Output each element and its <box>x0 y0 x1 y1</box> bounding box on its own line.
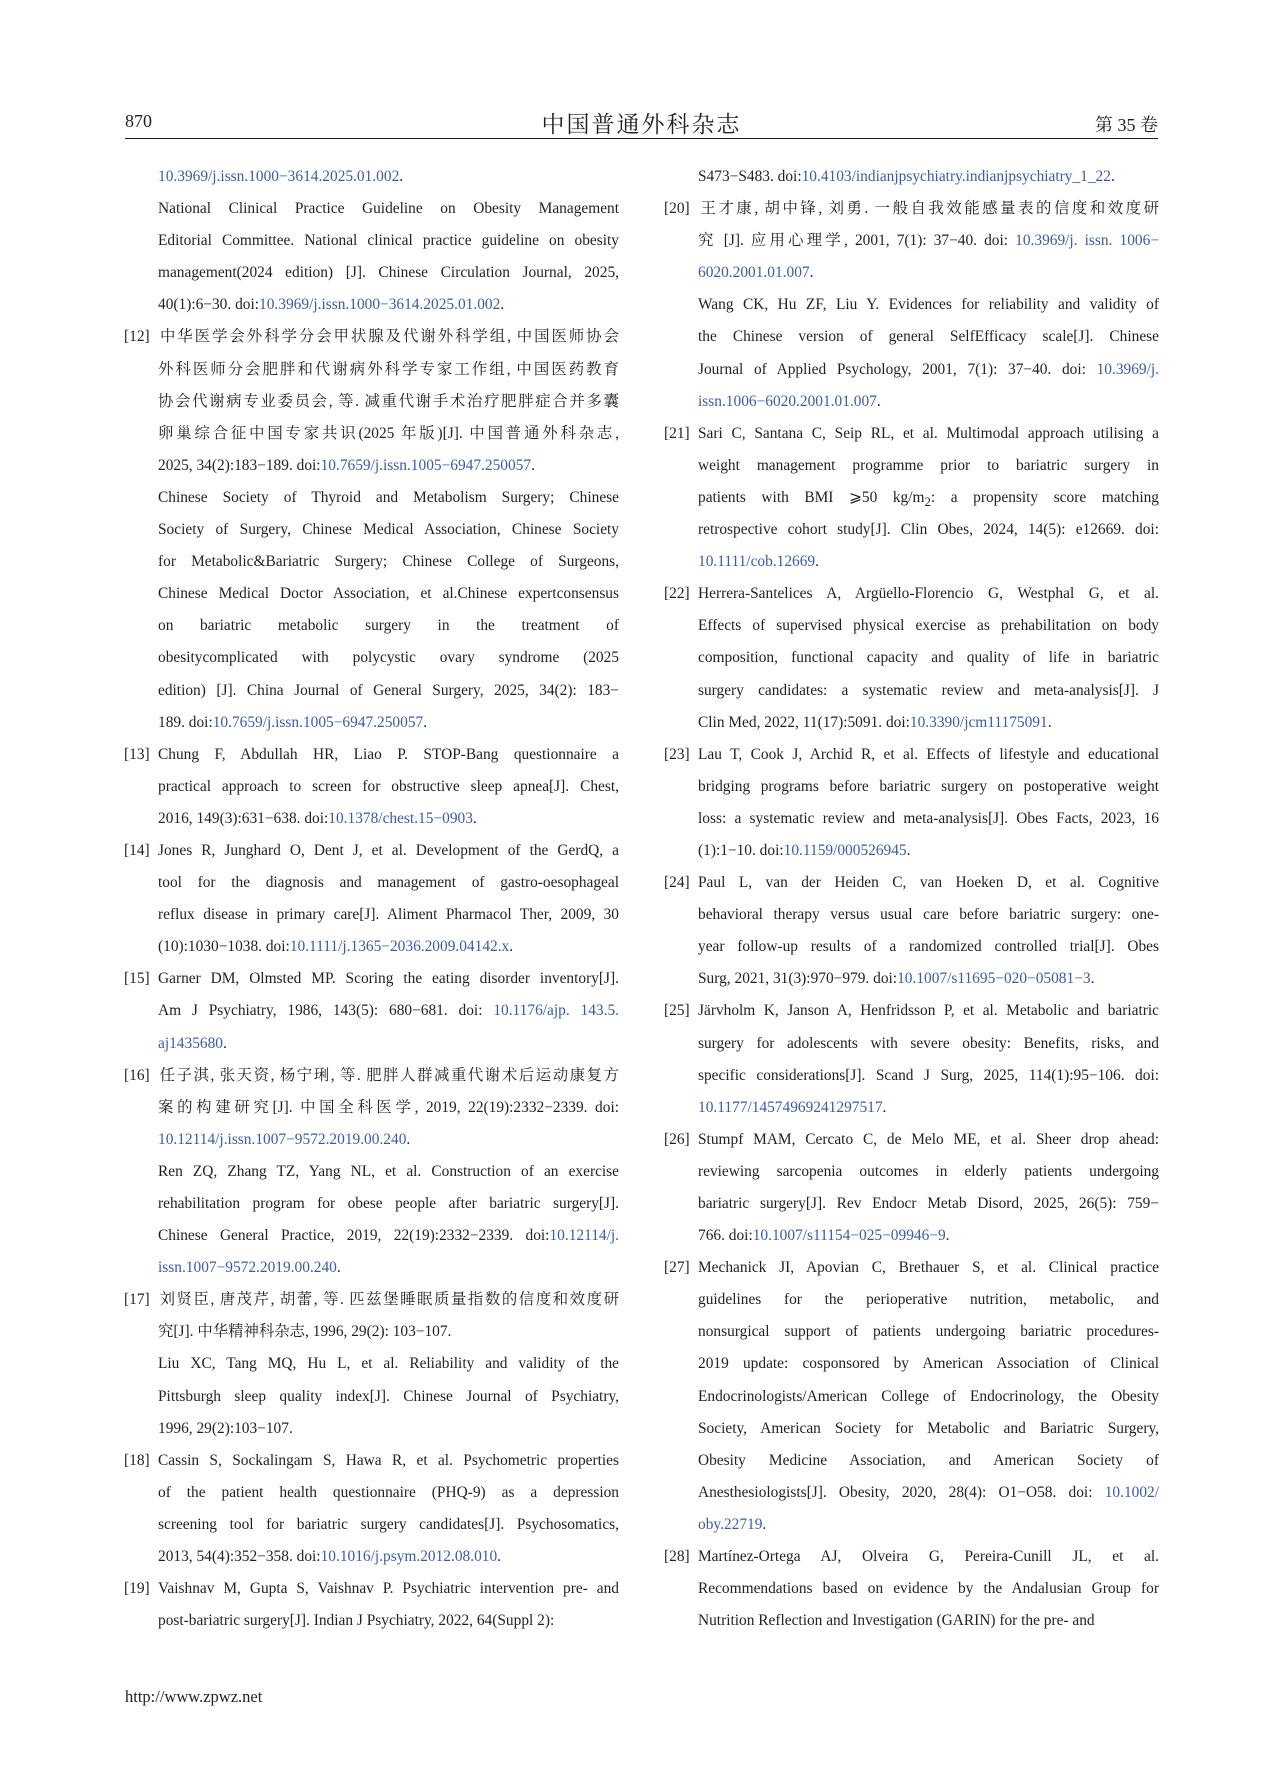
reference-line <box>124 1573 619 1605</box>
reference-line <box>664 1060 1159 1092</box>
reference-line <box>124 707 619 739</box>
reference-text: Jones R, Junghard O, Dent J, et al. Development of the GerdQ, a <box>158 841 619 859</box>
reference-text: Clin Med, 2022, 11(17):5091. doi: <box>698 713 910 731</box>
doi-link[interactable]: 10.1176/ajp. 143.5. <box>493 1002 619 1020</box>
reference-text: . <box>945 1227 950 1245</box>
reference-line <box>664 867 1159 899</box>
reference-text: 2025, 34(2):183−189. doi: <box>158 456 321 474</box>
reference-number: [19] <box>124 1580 150 1598</box>
reference-line <box>124 482 619 514</box>
reference-text: . <box>809 264 814 282</box>
doi-link[interactable]: 10.4103/indianjpsychiatry.indianjpsychiatry_1_22 <box>801 168 1111 185</box>
reference-text: . <box>509 938 514 956</box>
doi-link[interactable]: 10.1007/s11154−025−09946−9 <box>752 1227 946 1245</box>
reference-number: [20] <box>664 200 690 218</box>
reference-entry <box>124 1445 619 1573</box>
reference-line <box>124 225 619 257</box>
reference-line <box>664 1541 1159 1573</box>
reference-line <box>124 642 619 674</box>
reference-line <box>664 1156 1159 1188</box>
doi-link[interactable]: aj1435680 <box>158 1034 223 1052</box>
reference-line <box>124 321 619 353</box>
reference-text: : a propensity score matching <box>930 488 1159 506</box>
reference-line <box>124 546 619 578</box>
reference-text: Mechanick JI, Apovian C, Brethauer S, et al. Clinical practice <box>698 1259 1159 1277</box>
reference-line <box>664 321 1159 353</box>
reference-text: Journal of Applied Psychology, 2001, 7(1): 37−40. doi: <box>698 360 1097 378</box>
doi-link[interactable]: 10.3390/jcm11175091 <box>909 713 1048 731</box>
reference-line <box>664 1284 1159 1316</box>
reference-line <box>124 354 619 386</box>
subscript-text: 2 <box>924 495 931 510</box>
reference-entry <box>664 1252 1159 1541</box>
reference-line <box>664 289 1159 321</box>
reference-text: on bariatric metabolic surgery in the treatment of <box>158 617 619 635</box>
doi-link[interactable]: 10.1016/j.psym.2012.08.010 <box>320 1548 498 1566</box>
reference-text: . <box>423 713 428 731</box>
reference-text: . <box>1110 168 1115 185</box>
doi-link[interactable]: 10.3969/j.issn.1000−3614.2025.01.002 <box>259 296 501 314</box>
reference-text: Järvholm K, Janson A, Henfridsson P, et al. Metabolic and bariatric <box>698 1002 1159 1020</box>
reference-text: Am J Psychiatry, 1986, 143(5): 680−681. doi: <box>158 1002 494 1020</box>
reference-text: tool for the diagnosis and management of gastro-oesophageal <box>158 874 619 892</box>
reference-line <box>124 161 619 193</box>
reference-line <box>124 899 619 931</box>
reference-text: Chinese Society of Thyroid and Metabolism Surgery; Chinese <box>158 488 619 506</box>
reference-number: [22] <box>664 585 690 603</box>
reference-line <box>664 450 1159 482</box>
reference-text: . <box>500 296 505 314</box>
reference-line <box>664 963 1159 995</box>
reference-line <box>664 193 1159 225</box>
doi-link[interactable]: 10.1111/j.1365−2036.2009.04142.x <box>289 938 510 956</box>
reference-text: reflux disease in primary care[J]. Aliment Pharmacol Ther, 2009, 30 <box>158 906 619 924</box>
reference-line <box>124 1445 619 1477</box>
reference-line <box>124 1316 619 1348</box>
reference-line <box>664 1413 1159 1445</box>
doi-link[interactable]: 10.1111/cob.12669 <box>698 553 816 571</box>
reference-line <box>664 610 1159 642</box>
reference-line <box>664 1092 1159 1124</box>
reference-line <box>664 1220 1159 1252</box>
reference-number: [24] <box>664 874 690 892</box>
reference-text: rehabilitation program for obese people after bariatric surgery[J]. <box>158 1195 619 1212</box>
reference-text: Chinese General Practice, 2019, 22(19):2332−2339. doi: <box>158 1227 550 1245</box>
doi-link[interactable]: 10.3969/j. issn. 1006− <box>1015 232 1159 250</box>
reference-line <box>124 1541 619 1573</box>
reference-text: behavioral therapy versus usual care before bariatric surgery: one- <box>698 906 1159 924</box>
reference-line <box>124 1252 619 1284</box>
reference-text: . <box>1090 970 1095 988</box>
reference-entry <box>124 739 619 835</box>
reference-line <box>124 289 619 321</box>
reference-entry <box>124 1284 619 1348</box>
reference-text: Paul L, van der Heiden C, van Hoeken D, et al. Cognitive <box>698 874 1159 892</box>
reference-number: [23] <box>664 745 690 763</box>
reference-text: management(2024 edition) [J]. Chinese Circulation Journal, 2025, <box>158 264 619 282</box>
reference-text: Ren ZQ, Zhang TZ, Yang NL, et al. Construction of an exercise <box>158 1162 619 1180</box>
reference-text: 中华医学会外科学分会甲状腺及代谢外科学组, 中国医师协会 <box>158 328 619 346</box>
reference-text: specific considerations[J]. Scand J Surg, 2025, 114(1):95−106. doi: <box>698 1066 1159 1084</box>
reference-line <box>664 1573 1159 1605</box>
reference-line <box>124 1477 619 1509</box>
reference-text: Surg, 2021, 31(3):970−979. doi: <box>698 970 898 988</box>
reference-line <box>664 257 1159 289</box>
reference-entry <box>124 1573 619 1637</box>
reference-text: 究[J]. 中华精神科杂志, 1996, 29(2): 103−107. <box>158 1323 452 1341</box>
reference-text: 王才康, 胡中锋, 刘勇. 一般自我效能感量表的信度和效度研 <box>698 200 1159 218</box>
reference-entry-translation <box>124 482 619 739</box>
reference-line <box>664 386 1159 418</box>
reference-text: 1996, 29(2):103−107. <box>158 1419 293 1437</box>
reference-entry <box>124 321 619 481</box>
reference-line <box>664 354 1159 386</box>
reference-text: Cassin S, Sockalingam S, Hawa R, et al. Psychometric properties <box>158 1451 619 1469</box>
page-number: 870 <box>125 111 152 131</box>
reference-line <box>664 995 1159 1027</box>
reference-line <box>664 1477 1159 1509</box>
reference-entry <box>124 1060 619 1156</box>
reference-text: patients with BMI ⩾50 kg/m <box>698 488 925 506</box>
reference-number: [27] <box>664 1259 690 1277</box>
reference-text: reviewing sarcopenia outcomes in elderly patients undergoing <box>698 1162 1159 1180</box>
reference-line <box>664 1028 1159 1060</box>
reference-text: . <box>399 168 404 185</box>
reference-entry <box>664 1124 1159 1252</box>
reference-line <box>664 707 1159 739</box>
reference-line <box>664 1445 1159 1477</box>
reference-line <box>124 995 619 1027</box>
reference-text: loss: a systematic review and meta-analysis[J]. Obes Facts, 2023, 16 <box>698 809 1159 827</box>
reference-text: . <box>531 456 535 474</box>
reference-text: practical approach to screen for obstructive sleep apnea[J]. Chest, <box>158 777 619 795</box>
reference-line <box>124 193 619 225</box>
reference-entry-translation <box>124 1156 619 1284</box>
reference-entry <box>664 867 1159 995</box>
reference-text: . <box>336 1259 341 1277</box>
reference-text: 任子淇, 张天资, 杨宁琍, 等. 肥胖人群减重代谢术后运动康复方 <box>158 1066 619 1084</box>
reference-number: [18] <box>124 1451 150 1469</box>
reference-text: . <box>472 809 477 827</box>
reference-text: surgery for adolescents with severe obesity: Benefits, risks, and <box>698 1034 1159 1052</box>
reference-text: Obesity Medicine Association, and American Society of <box>698 1451 1159 1469</box>
reference-line <box>124 257 619 289</box>
reference-number: [14] <box>124 841 150 859</box>
reference-line <box>664 771 1159 803</box>
reference-line <box>124 1188 619 1220</box>
reference-text: 究 [J]. 应用心理学, 2001, 7(1): 37−40. doi: <box>698 232 1016 250</box>
reference-text: (10):1030−1038. doi: <box>158 938 290 956</box>
reference-number: [16] <box>124 1066 150 1084</box>
doi-link[interactable]: 10.12114/j. <box>549 1227 619 1245</box>
reference-entry <box>124 835 619 963</box>
reference-text: 外科医师分会肥胖和代谢病外科学专家工作组, 中国医药教育 <box>158 360 619 378</box>
reference-text: . <box>762 1515 767 1533</box>
reference-text: Nutrition Reflection and Investigation (GARIN) for the pre- and <box>698 1612 1095 1630</box>
reference-text: Herrera-Santelices A, Argüello-Florencio G, Westphal G, et al. <box>698 585 1159 603</box>
reference-text: 189. doi: <box>158 713 213 731</box>
reference-text: edition) [J]. China Journal of General Surgery, 2025, 34(2): 183− <box>158 681 619 699</box>
reference-text: 2019 update: cosponsored by American Association of Clinical <box>698 1355 1159 1373</box>
doi-link[interactable]: oby.22719 <box>698 1515 763 1533</box>
reference-text: 卵巢综合征中国专家共识(2025 年版)[J]. 中国普通外科杂志, <box>158 424 619 442</box>
reference-text: S473−S483. doi: <box>698 168 802 185</box>
reference-entry-translation <box>124 1348 619 1444</box>
journal-title: 中国普通外科杂志 <box>541 112 742 137</box>
reference-text: Stumpf MAM, Cercato C, de Melo ME, et al. Sheer drop ahead: <box>698 1130 1159 1148</box>
doi-link[interactable]: 10.7659/j.issn.1005−6947.250057 <box>320 456 532 474</box>
reference-text: retrospective cohort study[J]. Clin Obes, 2024, 14(5): e12669. doi: <box>698 521 1159 539</box>
reference-line <box>124 514 619 546</box>
reference-entry-translation <box>664 289 1159 417</box>
reference-text: of the patient health questionnaire (PHQ-9) as a depression <box>158 1483 619 1501</box>
reference-line <box>664 931 1159 963</box>
reference-text: bridging programs before bariatric surgery on postoperative weight <box>698 777 1159 795</box>
reference-text: Anesthesiologists[J]. Obesity, 2020, 28(4): O1−O58. doi: <box>698 1483 1105 1501</box>
reference-number: [25] <box>664 1002 690 1020</box>
reference-text: . <box>1047 713 1052 731</box>
reference-entry-translation <box>124 193 619 321</box>
reference-column-right <box>664 161 1159 1637</box>
reference-line <box>664 1381 1159 1413</box>
reference-line <box>664 1316 1159 1348</box>
page-header <box>125 104 1158 139</box>
reference-line <box>664 675 1159 707</box>
reference-text: 案的构建研究[J]. 中国全科医学, 2019, 22(19):2332−2339. doi: <box>158 1098 619 1116</box>
reference-line <box>124 1060 619 1092</box>
reference-text: screening tool for bariatric surgery candidates[J]. Psychosomatics, <box>158 1515 619 1533</box>
doi-link[interactable]: 10.1002/ <box>1104 1483 1159 1501</box>
footer-url[interactable]: http://www.zpwz.net <box>125 1687 263 1706</box>
reference-number: [12] <box>124 328 150 346</box>
reference-text: . <box>497 1548 502 1566</box>
doi-link[interactable]: issn.1007−9572.2019.00.240 <box>158 1259 337 1277</box>
doi-link[interactable]: issn.1006−6020.2001.01.007 <box>698 392 877 410</box>
reference-entry <box>664 578 1159 738</box>
reference-line <box>124 578 619 610</box>
reference-line <box>124 867 619 899</box>
reference-text: . <box>906 841 911 859</box>
reference-text: . <box>222 1034 227 1052</box>
doi-link[interactable]: 10.1177/14574969241297517 <box>698 1098 883 1116</box>
reference-entry-translation <box>664 161 1159 193</box>
reference-line <box>124 1509 619 1541</box>
reference-text: Wang CK, Hu ZF, Liu Y. Evidences for reliability and validity of <box>698 296 1159 314</box>
reference-line <box>124 610 619 642</box>
reference-line <box>664 418 1159 450</box>
reference-line <box>124 1284 619 1316</box>
reference-text: . <box>815 553 819 571</box>
reference-text: nonsurgical support of patients undergoing bariatric procedures- <box>698 1323 1159 1341</box>
reference-line <box>124 1413 619 1445</box>
reference-text: year follow-up results of a randomized controlled trial[J]. Obes <box>698 938 1159 956</box>
reference-text: Pittsburgh sleep quality index[J]. Chinese Journal of Psychiatry, <box>158 1387 619 1405</box>
reference-line <box>124 675 619 707</box>
reference-number: [13] <box>124 745 150 763</box>
reference-line <box>664 899 1159 931</box>
reference-number: [17] <box>124 1291 150 1309</box>
doi-link[interactable]: 6020.2001.01.007 <box>698 264 810 282</box>
reference-text: . <box>876 392 881 410</box>
reference-text: Society of Surgery, Chinese Medical Association, Chinese Society <box>158 521 619 539</box>
reference-column-left <box>124 161 619 1637</box>
reference-text: Liu XC, Tang MQ, Hu L, et al. Reliability and validity of the <box>158 1355 619 1373</box>
reference-text: Vaishnav M, Gupta S, Vaishnav P. Psychiatric intervention pre- and <box>158 1580 619 1598</box>
reference-text: guidelines for the perioperative nutrition, metabolic, and <box>698 1291 1159 1309</box>
reference-text: 协会代谢病专业委员会, 等. 减重代谢手术治疗肥胖症合并多囊 <box>158 392 619 410</box>
reference-text: . <box>882 1098 887 1116</box>
reference-line <box>664 546 1159 578</box>
reference-line <box>124 386 619 418</box>
reference-line <box>664 1605 1159 1637</box>
reference-line <box>124 835 619 867</box>
reference-text: post-bariatric surgery[J]. Indian J Psychiatry, 2022, 64(Suppl 2): <box>158 1612 555 1630</box>
reference-line <box>124 418 619 450</box>
reference-line <box>664 1252 1159 1284</box>
reference-text: 2016, 149(3):631−638. doi: <box>158 809 329 827</box>
reference-text: 刘贤臣, 唐茂芹, 胡蕾, 等. 匹兹堡睡眠质量指数的信度和效度研 <box>158 1291 619 1309</box>
reference-entry <box>664 1541 1159 1637</box>
reference-line <box>124 1092 619 1124</box>
reference-text: obesitycomplicated with polycystic ovary syndrome (2025 <box>158 649 619 667</box>
reference-line <box>124 1156 619 1188</box>
reference-text: weight management programme prior to bariatric surgery in <box>698 456 1159 474</box>
reference-entry <box>664 739 1159 867</box>
reference-text: for Metabolic&Bariatric Surgery; Chinese College of Surgeons, <box>158 553 619 571</box>
doi-link[interactable]: 10.1159/000526945 <box>783 841 907 859</box>
doi-link[interactable]: 10.1378/chest.15−0903 <box>328 809 473 827</box>
doi-link[interactable]: 10.1007/s11695−020−05081−3 <box>897 970 1091 988</box>
reference-text: Lau T, Cook J, Archid R, et al. Effects of lifestyle and educational <box>698 745 1159 763</box>
reference-line <box>664 1348 1159 1380</box>
reference-text: Recommendations based on evidence by the Andalusian Group for <box>698 1580 1159 1598</box>
reference-line <box>664 835 1159 867</box>
reference-line <box>664 803 1159 835</box>
reference-line <box>664 1124 1159 1156</box>
reference-text: composition, functional capacity and quality of life in bariatric <box>698 649 1159 667</box>
reference-line <box>664 578 1159 610</box>
reference-text: bariatric surgery[J]. Rev Endocr Metab Disord, 2025, 26(5): 759− <box>698 1195 1159 1212</box>
reference-entry <box>664 418 1159 578</box>
reference-line <box>124 771 619 803</box>
reference-line <box>664 482 1159 514</box>
reference-text: Endocrinologists/American College of Endocrinology, the Obesity <box>698 1387 1159 1405</box>
reference-text: Chung F, Abdullah HR, Liao P. STOP-Bang questionnaire a <box>158 745 619 763</box>
reference-line <box>124 1381 619 1413</box>
reference-text: National Clinical Practice Guideline on Obesity Management <box>158 200 619 218</box>
reference-line <box>664 514 1159 546</box>
reference-text: 2013, 54(4):352−358. doi: <box>158 1548 321 1566</box>
reference-line <box>124 931 619 963</box>
reference-line <box>664 1509 1159 1541</box>
reference-line <box>664 225 1159 257</box>
reference-line <box>124 1124 619 1156</box>
reference-line <box>664 642 1159 674</box>
doi-link[interactable]: 10.7659/j.issn.1005−6947.250057 <box>212 713 424 731</box>
doi-link[interactable]: 10.3969/j.issn.1000−3614.2025.01.002 <box>158 168 400 185</box>
reference-text: Martínez-Ortega AJ, Olveira G, Pereira-Cunill JL, et al. <box>698 1548 1159 1566</box>
reference-text: the Chinese version of general SelfEfficacy scale[J]. Chinese <box>698 328 1159 346</box>
reference-line <box>124 1028 619 1060</box>
reference-text: Effects of supervised physical exercise as prehabilitation on body <box>698 617 1159 635</box>
reference-line <box>124 1348 619 1380</box>
reference-line <box>124 803 619 835</box>
reference-line <box>124 450 619 482</box>
reference-entry <box>124 963 619 1059</box>
reference-text: Garner DM, Olmsted MP. Scoring the eating disorder inventory[J]. <box>158 970 619 988</box>
reference-line <box>124 739 619 771</box>
reference-text: surgery candidates: a systematic review and meta-analysis[J]. J <box>698 681 1159 699</box>
reference-text: 40(1):6−30. doi: <box>158 296 260 314</box>
doi-link[interactable]: 10.3969/j. <box>1096 360 1159 378</box>
reference-text: Sari C, Santana C, Seip RL, et al. Multimodal approach utilising a <box>698 424 1159 442</box>
reference-number: [28] <box>664 1548 690 1566</box>
reference-number: [26] <box>664 1130 690 1148</box>
reference-line <box>124 963 619 995</box>
reference-entry <box>664 193 1159 289</box>
reference-text: Editorial Committee. National clinical practice guideline on obesity <box>158 232 619 250</box>
doi-link[interactable]: 10.12114/j.issn.1007−9572.2019.00.240 <box>158 1130 407 1148</box>
reference-line <box>124 1220 619 1252</box>
volume-label: 第 35 卷 <box>1095 115 1158 135</box>
reference-line <box>664 739 1159 771</box>
reference-text: Society, American Society for Metabolic and Bariatric Surgery, <box>698 1419 1159 1437</box>
reference-line <box>664 1188 1159 1220</box>
reference-number: [15] <box>124 970 150 988</box>
reference-entry <box>664 995 1159 1123</box>
reference-line <box>664 161 1159 193</box>
reference-line <box>124 1605 619 1637</box>
reference-text: . <box>406 1130 411 1148</box>
reference-text: Chinese Medical Doctor Association, et al.Chinese expertconsensus <box>158 585 619 603</box>
reference-text: (1):1−10. doi: <box>698 841 784 859</box>
reference-text: 766. doi: <box>698 1227 753 1245</box>
reference-number: [21] <box>664 424 690 442</box>
reference-entry-translation <box>124 161 619 193</box>
